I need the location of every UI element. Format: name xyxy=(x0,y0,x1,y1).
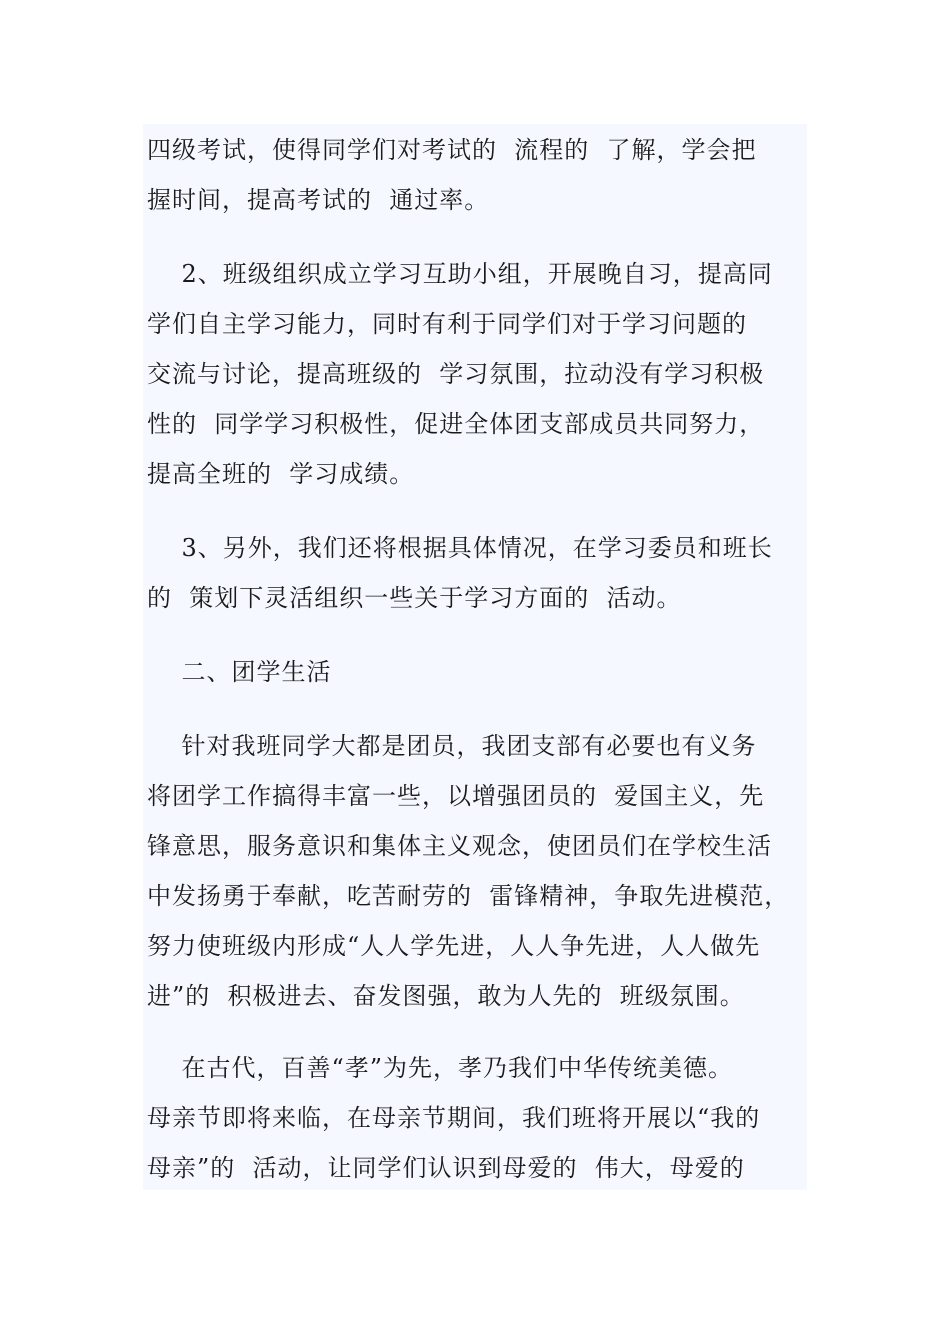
text-line: 在古代，百善“孝”为先，孝乃我们中华传统美德。 xyxy=(147,1054,734,1082)
text-line: 锋意思，服务意识和集体主义观念，使团员们在学校生活 xyxy=(147,832,772,860)
text-line: 母亲节即将来临，在母亲节期间，我们班将开展以“我的 xyxy=(147,1104,761,1132)
text-line: 将团学工作搞得丰富一些，以增强团员的 爱国主义，先 xyxy=(147,782,765,810)
text-line: 学们自主学习能力，同时有利于同学们对于学习问题的 xyxy=(147,310,747,338)
text-line: 提高全班的 学习成绩。 xyxy=(147,460,415,488)
text-line: 性的 同学学习积极性，促进全体团支部成员共同努力， xyxy=(147,410,765,438)
text-line: 交流与讨论，提高班级的 学习氛围，拉动没有学习积极 xyxy=(147,360,765,388)
text-line: 中发扬勇于奉献，吃苦耐劳的 雷锋精神，争取先进模范， xyxy=(147,882,790,910)
text-line: 3、另外，我们还将根据具体情况，在学习委员和班长 xyxy=(147,534,773,562)
text-line: 针对我班同学大都是团员，我团支部有必要也有义务 xyxy=(147,732,757,760)
text-line: 母亲”的 活动，让同学们认识到母爱的 伟大，母爱的 xyxy=(147,1154,745,1182)
text-line: 2、班级组织成立学习互助小组，开展晚自习，提高同 xyxy=(147,260,773,288)
section-heading: 二、团学生活 xyxy=(147,658,332,686)
text-line: 的 策划下灵活组织一些关于学习方面的 活动。 xyxy=(147,584,682,612)
text-line: 进”的 积极进去、奋发图强，敢为人先的 班级氛围。 xyxy=(147,982,745,1010)
text-line: 努力使班级内形成“人人学先进，人人争先进，人人做先 xyxy=(147,932,761,960)
text-line: 四级考试，使得同学们对考试的 流程的 了解，学会把 xyxy=(147,136,757,164)
document-body xyxy=(143,124,807,1190)
text-line: 握时间，提高考试的 通过率。 xyxy=(147,186,490,214)
